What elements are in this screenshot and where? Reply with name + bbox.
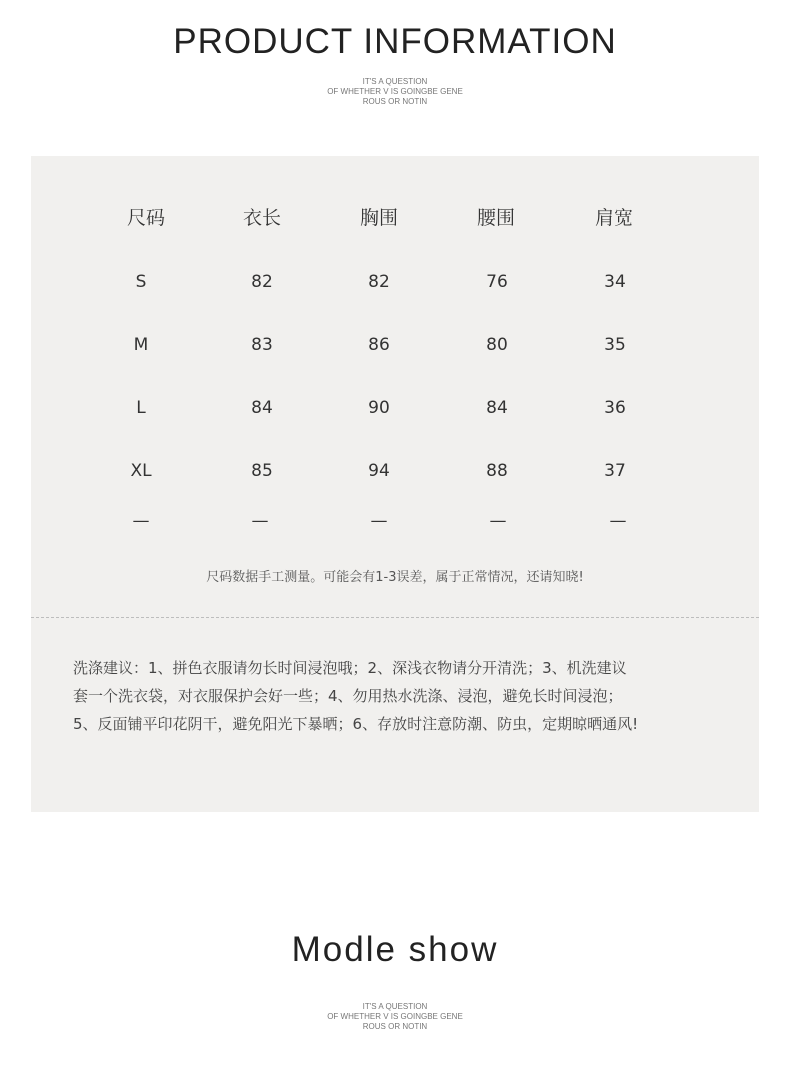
- washing-instructions: [73, 654, 743, 738]
- model-show-title: Modle show: [291, 930, 499, 969]
- column-header-shoulder: 肩宽: [594, 207, 633, 229]
- table-cell: —: [370, 511, 388, 531]
- subtitle-line: IT'S A QUESTION: [362, 1002, 428, 1011]
- washing-line: 套一个洗衣袋，对衣服保护会好一些；4、勿用热水洗涤、浸泡，避免长时间浸泡；: [73, 687, 623, 705]
- subtitle-line: ROUS OR NOTIN: [362, 1022, 428, 1031]
- product-information-title: PRODUCT INFORMATION: [173, 22, 617, 61]
- table-cell: M: [133, 335, 149, 355]
- table-cell: 76: [486, 272, 508, 292]
- table-cell: 34: [604, 272, 626, 292]
- table-cell: —: [132, 511, 150, 531]
- subtitle-line: ROUS OR NOTIN: [362, 97, 428, 106]
- product-info-panel: [31, 156, 759, 812]
- subtitle-line: IT'S A QUESTION: [362, 77, 428, 86]
- table-cell: 84: [251, 398, 273, 418]
- subtitle-line: OF WHETHER V IS GOINGBE GENE: [327, 1012, 463, 1021]
- table-cell: —: [609, 511, 627, 531]
- column-header-size: 尺码: [126, 207, 165, 229]
- table-cell: —: [251, 511, 269, 531]
- table-cell: 94: [368, 461, 390, 481]
- table-cell: 88: [486, 461, 508, 481]
- table-cell: —: [489, 511, 507, 531]
- washing-line: 5、反面铺平印花阴干，避免阳光下暴晒；6、存放时注意防潮、防虫，定期晾晒通风!: [73, 715, 639, 733]
- table-cell: 35: [604, 335, 626, 355]
- table-cell: 82: [368, 272, 390, 292]
- table-cell: 37: [604, 461, 626, 481]
- model-show-subtitle: [0, 1002, 790, 1032]
- washing-line: 洗涤建议：1、拼色衣服请勿长时间浸泡哦；2、深浅衣物请分开清洗；3、机洗建议: [73, 659, 627, 677]
- dashed-divider: [31, 617, 759, 618]
- table-cell: 83: [251, 335, 273, 355]
- table-cell: L: [136, 398, 146, 418]
- size-note: 尺码数据手工测量。可能会有1-3误差，属于正常情况，还请知晓!: [206, 570, 584, 585]
- column-header-length: 衣长: [242, 207, 281, 229]
- table-cell: 36: [604, 398, 626, 418]
- column-header-chest: 胸围: [359, 207, 398, 229]
- table-cell: 84: [486, 398, 508, 418]
- column-header-waist: 腰围: [476, 207, 515, 229]
- table-cell: 86: [368, 335, 390, 355]
- table-cell: S: [135, 272, 147, 292]
- table-cell: 80: [486, 335, 508, 355]
- table-cell: 82: [251, 272, 273, 292]
- table-cell: 85: [251, 461, 273, 481]
- table-cell: XL: [130, 461, 152, 481]
- subtitle-line: OF WHETHER V IS GOINGBE GENE: [327, 87, 463, 96]
- table-cell: 90: [368, 398, 390, 418]
- header-subtitle: [0, 77, 790, 107]
